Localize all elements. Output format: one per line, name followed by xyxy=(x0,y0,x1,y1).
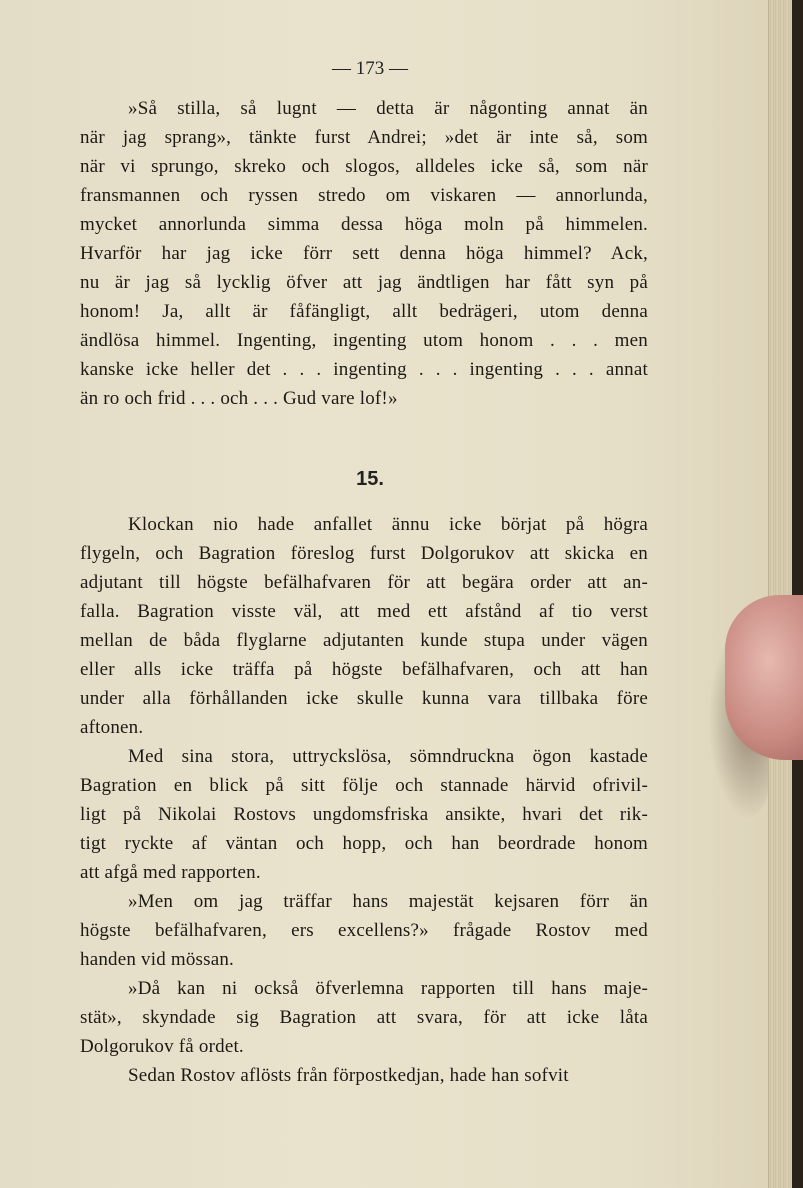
text-line: mycket annorlunda simma dessa höga moln på himmelen. xyxy=(80,214,648,235)
page-number: — 173 — xyxy=(332,58,408,79)
text-line: »Då kan ni också öfverlemna rapporten till hans maje- xyxy=(128,978,648,999)
text-line: flygeln, och Bagration föreslog furst Dolgorukov att skicka en xyxy=(80,543,648,564)
text-line: kanske icke heller det . . . ingenting . . . ingenting . . . annat xyxy=(80,359,648,380)
holding-finger xyxy=(725,595,803,760)
paragraph-bagration-glance xyxy=(80,742,648,887)
text-line: handen vid mössan. xyxy=(80,949,234,970)
text-line: »Så stilla, så lugnt — detta är någonting annat än xyxy=(128,98,648,119)
text-line: Dolgorukov få ordet. xyxy=(80,1036,244,1057)
text-line: mellan de båda flyglarne adjutanten kunde stupa under vägen xyxy=(80,630,648,651)
text-line: ändlösa himmel. Ingenting, ingenting utom honom . . . men xyxy=(80,330,648,351)
background-right xyxy=(792,0,803,1188)
section-heading: 15. xyxy=(356,468,384,490)
text-line: fransmannen och ryssen stredo om viskaren — annorlunda, xyxy=(80,185,648,206)
text-line: falla. Bagration visste väl, att med ett afstånd af tio verst xyxy=(80,601,648,622)
text-line: när jag sprang», tänkte furst Andrei; »det är inte så, som xyxy=(80,127,648,148)
text-line: ligt på Nikolai Rostovs ungdomsfriska ansikte, hvari det rik- xyxy=(80,804,648,825)
text-line: än ro och frid . . . och . . . Gud vare lof!» xyxy=(80,388,398,409)
paragraph-rostov-relieved xyxy=(80,1061,648,1090)
text-line: Bagration en blick på sitt följe och stannade härvid ofrivil- xyxy=(80,775,648,796)
text-line: när vi sprungo, skreko och slogos, alldeles icke så, som när xyxy=(80,156,648,177)
text-line: eller alls icke träffa på högste befälhafvaren, och att han xyxy=(80,659,648,680)
text-line: Sedan Rostov aflösts från förpostkedjan, hade han sofvit xyxy=(128,1065,569,1086)
text-line: »Men om jag träffar hans majestät kejsaren förr än xyxy=(128,891,648,912)
page-edge-stack xyxy=(768,0,793,1188)
text-line: stät», skyndade sig Bagration att svara, för att icke låta xyxy=(80,1007,648,1028)
text-line: aftonen. xyxy=(80,717,144,738)
text-line: högste befälhafvaren, ers excellens?» frågade Rostov med xyxy=(80,920,648,941)
paragraph-andrei-monologue xyxy=(80,94,648,413)
text-line: adjutant till högste befälhafvaren för att begära order att an- xyxy=(80,572,648,593)
text-line: Hvarför har jag icke förr sett denna höga himmel? Ack, xyxy=(80,243,648,264)
text-line: Klockan nio hade anfallet ännu icke börjat på högra xyxy=(128,514,648,535)
text-line: nu är jag så lycklig öfver att jag ändtligen har fått syn på xyxy=(80,272,648,293)
text-line: under alla förhållanden icke skulle kunna vara tillbaka före xyxy=(80,688,648,709)
paragraph-bagration-answer xyxy=(80,974,648,1061)
paragraph-rostov-question xyxy=(80,887,648,974)
text-line: honom! Ja, allt är fåfängligt, allt bedrägeri, utom denna xyxy=(80,301,648,322)
text-line: att afgå med rapporten. xyxy=(80,862,261,883)
paragraph-bagration-order xyxy=(80,510,648,742)
text-line: tigt ryckte af väntan och hopp, och han beordrade honom xyxy=(80,833,648,854)
text-line: Med sina stora, uttryckslösa, sömndruckna ögon kastade xyxy=(128,746,648,767)
